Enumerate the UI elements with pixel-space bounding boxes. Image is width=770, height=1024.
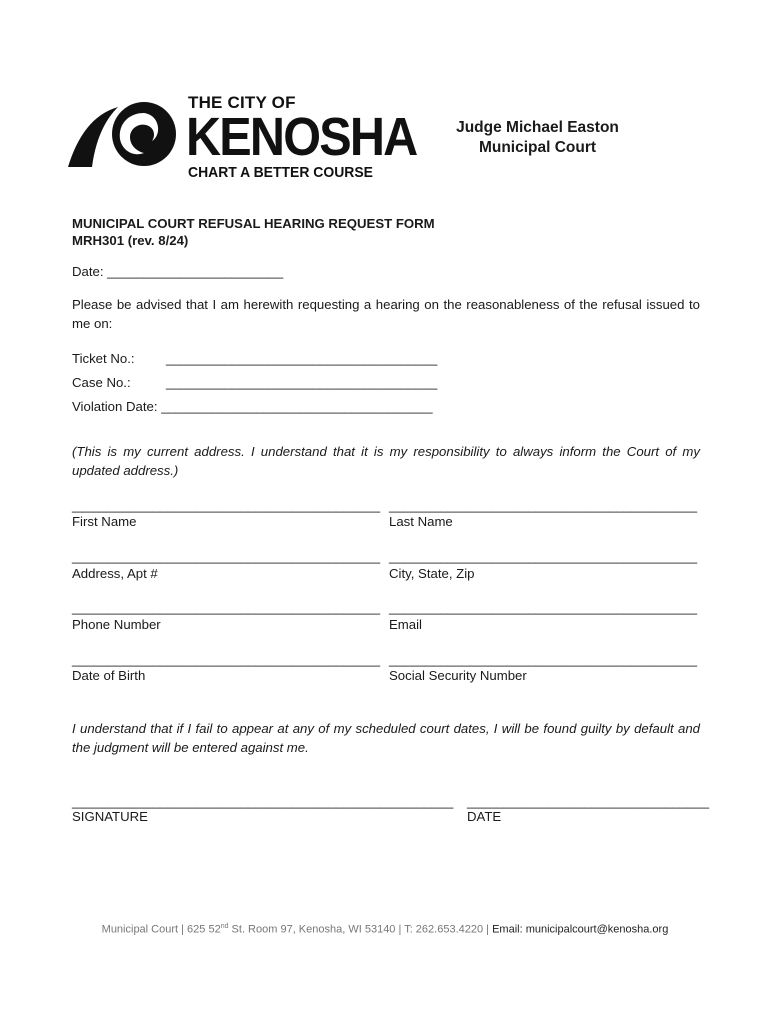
logo-text-kenosha: KENOSHA <box>186 107 417 167</box>
default-warning: I understand that if I fail to appear at any of my scheduled court dates, I will be found guilty by default and the judgment will be entered against me. <box>72 721 700 755</box>
footer-email[interactable]: Email: municipalcourt@kenosha.org <box>492 923 669 936</box>
date-field[interactable]: Date: ________________________ <box>72 264 284 279</box>
phone-label: Phone Number <box>72 617 161 632</box>
footer-superscript: nd <box>220 923 229 930</box>
logo-text-tagline: CHART A BETTER COURSE <box>188 164 373 181</box>
first-name-field[interactable]: __________________________________________ <box>72 498 381 513</box>
ticket-label: Ticket No.: <box>72 351 135 366</box>
signature-date-field[interactable]: _________________________________ <box>467 794 710 809</box>
case-number-field[interactable]: _____________________________________ <box>166 375 438 390</box>
case-label: Case No.: <box>72 375 131 390</box>
signature-field[interactable]: ____________________________________________________ <box>72 794 454 809</box>
intro-paragraph: Please be advised that I am herewith requesting a hearing on the reasonableness of the refusal issued to me on: <box>72 297 700 331</box>
phone-field[interactable]: __________________________________________ <box>72 600 381 615</box>
city-label: City, State, Zip <box>389 566 475 581</box>
page-footer <box>0 923 770 936</box>
ssn-field[interactable]: __________________________________________ <box>389 652 698 667</box>
email-label: Email <box>389 617 422 632</box>
address-note: (This is my current address. I understand that it is my responsibility to always inform the Court of my updated address.) <box>72 444 700 478</box>
city-logo <box>66 93 417 181</box>
form-code: MRH301 (rev. 8/24) <box>72 233 189 248</box>
last-name-label: Last Name <box>389 514 453 529</box>
last-name-field[interactable]: __________________________________________ <box>389 498 698 513</box>
footer-address-part2: St. Room 97, Kenosha, WI 53140 | T: 262.653.4220 | <box>228 923 493 936</box>
dob-field[interactable]: __________________________________________ <box>72 652 381 667</box>
address-field[interactable]: __________________________________________ <box>72 549 381 564</box>
signature-date-label: DATE <box>467 809 502 824</box>
address-label: Address, Apt # <box>72 566 158 581</box>
judge-header <box>430 118 645 158</box>
ssn-label: Social Security Number <box>389 668 527 683</box>
court-name: Municipal Court <box>478 139 597 156</box>
wave-mark-icon <box>66 101 178 167</box>
ticket-number-field[interactable]: _____________________________________ <box>166 351 438 366</box>
violation-date-field[interactable]: Violation Date: _____________________________________ <box>72 399 433 414</box>
judge-name: Judge Michael Easton <box>456 119 619 136</box>
form-title: MUNICIPAL COURT REFUSAL HEARING REQUEST FORM <box>72 216 435 231</box>
form-title-block <box>72 215 435 249</box>
city-field[interactable]: __________________________________________ <box>389 549 698 564</box>
email-field[interactable]: __________________________________________ <box>389 600 698 615</box>
logo-text-city-of: THE CITY OF <box>188 93 296 112</box>
footer-address-part1: Municipal Court | 625 52 <box>101 923 221 936</box>
first-name-label: First Name <box>72 514 137 529</box>
dob-label: Date of Birth <box>72 668 146 683</box>
signature-label: SIGNATURE <box>72 809 148 824</box>
